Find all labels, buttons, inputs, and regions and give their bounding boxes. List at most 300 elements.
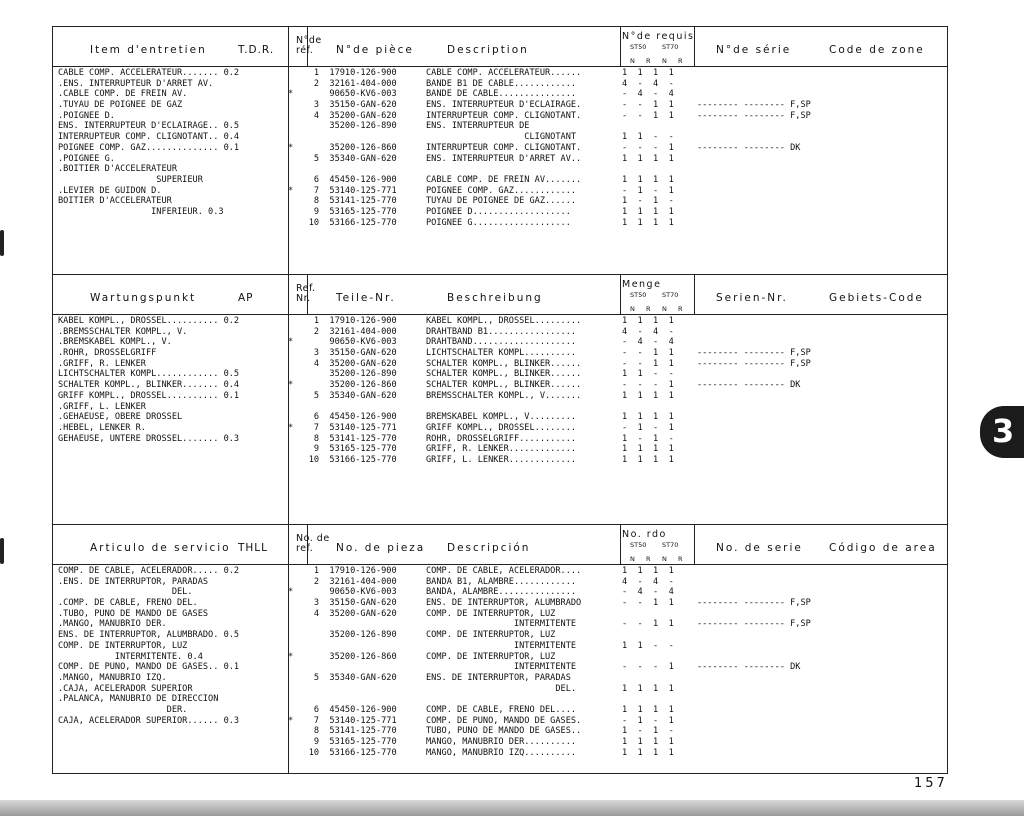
serial-zone-line [697, 207, 937, 218]
item-line: .LEVIER DE GUIDON D. [58, 185, 162, 196]
header-divider [52, 314, 948, 315]
item-line: .PALANCA, MANUBRIO DE DIRECCION [58, 694, 219, 705]
quantity-line [622, 673, 692, 684]
description-column [426, 68, 626, 228]
description-line: ROHR, DROSSELGRIFF........... [426, 433, 577, 444]
part-number-line: 2 32161-404-000 [288, 78, 397, 89]
description-line: MANGO, MANUBRIO IZQ.......... [426, 747, 577, 758]
description-line: CABLE COMP. DE FREIN AV....... [426, 174, 582, 185]
quantity-line: 1 1 1 1 [622, 444, 674, 455]
serial-zone-line [697, 587, 937, 598]
description-line [426, 164, 626, 175]
quantity-line: 1 1 1 1 [622, 153, 674, 164]
quantity-column [622, 566, 692, 758]
quantity-line: 1 1 1 1 [622, 683, 674, 694]
serial-zone-line [697, 412, 937, 423]
serial-zone-line [697, 121, 937, 132]
serial-zone-line [697, 609, 937, 620]
serial-zone-line [697, 327, 937, 338]
description-line: POIGNEE G................... [426, 217, 571, 228]
type-1: R [646, 305, 651, 313]
part-number-line [288, 164, 356, 175]
section-german [52, 274, 948, 524]
part-number-line: 35200-126-890 [288, 630, 397, 641]
quantity-line: - - - 1 [622, 662, 674, 673]
item-column [58, 68, 286, 218]
item-line: .TUBO, PUNO DE MANDO DE GASES [58, 608, 209, 619]
header-divider [52, 564, 948, 565]
description-line: INTERRUPTEUR COMP. CLIGNOTANT. [426, 142, 582, 153]
part-number-line: 10 53166-125-770 [288, 454, 397, 465]
part-number-line: * 7 53140-125-771 [288, 422, 397, 433]
type-3: R [678, 555, 683, 563]
page-number: 157 [914, 776, 948, 791]
part-number-line: 3 35150-GAN-620 [288, 598, 397, 609]
item-line: .ENS. DE INTERRUPTOR, PARADAS [58, 576, 209, 587]
header-item: Articulo de servicio [90, 542, 231, 554]
quantity-line [622, 164, 692, 175]
quantity-line: 1 - 1 - [622, 726, 674, 737]
quantity-line: - - 1 1 [622, 619, 674, 630]
description-line: SCHALTER KOMPL., BLINKER...... [426, 358, 582, 369]
quantity-line [622, 121, 692, 132]
description-line: INTERMITENTE [426, 640, 577, 651]
section-spanish [52, 524, 948, 774]
description-line: INTERMITENTE [426, 619, 577, 630]
serial-zone-line [697, 196, 937, 207]
part-number-line: * 90650-KV6-003 [288, 89, 397, 100]
description-line: SCHALTER KOMPL., BLINKER...... [426, 380, 582, 391]
serial-zone-line [697, 423, 937, 434]
part-number-line: * 7 53140-125-771 [288, 715, 397, 726]
type-0: N [630, 305, 635, 313]
item-line: KABEL KOMPL., DROSSEL.......... 0.2 [58, 316, 240, 326]
item-column [58, 566, 286, 726]
item-line: ENS. DE INTERRUPTOR, ALUMBRADO. 0.5 [58, 630, 240, 641]
part-number-line [288, 641, 356, 652]
part-number-column [288, 566, 397, 758]
quantity-line: 4 - 4 - [622, 576, 674, 587]
serial-zone-line [697, 737, 937, 748]
header-tdr: T.D.R. [238, 44, 275, 56]
item-line: .POIGNEE G. [58, 153, 115, 164]
quantity-line: 1 1 1 1 [622, 316, 674, 326]
quantity-line: - - - 1 [622, 142, 674, 153]
header-ref: Ref. Nr. [296, 283, 316, 304]
quantity-line: 1 1 - - [622, 132, 674, 143]
item-line: .GRIFF, R. LENKER [58, 358, 146, 369]
type-3: R [678, 57, 683, 65]
type-0: N [630, 57, 635, 65]
column-divider-desc [620, 524, 621, 564]
model-st70: ST70 [662, 541, 679, 549]
column-divider-serial [694, 274, 695, 314]
type-2: N [662, 305, 667, 313]
serial-zone-line: -------- -------- F,SP [697, 358, 811, 369]
part-number-line: 9 53165-125-770 [288, 444, 397, 455]
item-column [58, 316, 286, 444]
item-line: .ROHR, DROSSELGRIFF [58, 348, 157, 359]
header-part: No. de pieza [336, 542, 426, 554]
part-number-line: 8 53141-125-770 [288, 433, 397, 444]
item-line: .COMP. DE CABLE, FRENO DEL. [58, 598, 198, 609]
quantity-line: - 1 - 1 [622, 185, 674, 196]
quantity-line: 4 - 4 - [622, 326, 674, 337]
header-part: N°de pièce [336, 44, 414, 56]
part-number-line [288, 402, 356, 413]
quantity-line: 1 1 - - [622, 369, 674, 380]
quantity-line: 1 1 1 1 [622, 704, 674, 715]
serial-zone-line [697, 652, 937, 663]
description-line [426, 402, 626, 413]
part-number-line: 1 17910-126-900 [288, 316, 397, 326]
part-number-line: 3 35150-GAN-620 [288, 100, 397, 111]
column-divider-desc [620, 274, 621, 314]
type-1: R [646, 57, 651, 65]
item-line: COMP. DE PUNO, MANDO DE GASES.. 0.1 [58, 662, 240, 673]
quantity-line: 1 1 1 1 [622, 737, 674, 747]
item-line: SUPERIEUR [58, 174, 203, 185]
description-column [426, 566, 626, 758]
part-number-line [288, 619, 356, 630]
item-line: INFERIEUR. 0.3 [58, 206, 224, 217]
quantity-line: 1 1 1 1 [622, 390, 674, 401]
item-line: BOITIER D'ACCELERATEUR [58, 196, 172, 207]
description-line: BREMSKABEL KOMPL., V......... [426, 412, 577, 423]
description-line: POIGNEE D................... [426, 206, 571, 217]
serial-zone-line [697, 694, 937, 705]
header-part: Teile-Nr. [336, 292, 396, 304]
item-line: POIGNEE COMP. GAZ.............. 0.1 [58, 142, 240, 153]
quantity-column [622, 316, 692, 466]
serial-zone-line: -------- -------- F,SP [697, 348, 811, 359]
serial-zone-line [697, 705, 937, 716]
serial-zone-line [697, 154, 937, 165]
part-number-line: 1 17910-126-900 [288, 566, 397, 576]
description-line: COMP. DE INTERRUPTOR, LUZ [426, 630, 556, 641]
item-line: LICHTSCHALTER KOMPL............ 0.5 [58, 369, 240, 380]
header-qty: N°de requis [622, 31, 695, 42]
quantity-line: - - 1 1 [622, 598, 674, 609]
item-line: CABLE COMP. ACCELERATEUR....... 0.2 [58, 68, 240, 78]
serial-zone-line [697, 164, 937, 175]
part-number-line: * 35200-126-860 [288, 651, 397, 662]
item-line: .CABLE COMP. DE FREIN AV. [58, 89, 188, 100]
description-line: CABLE COMP. ACCELERATEUR...... [426, 68, 582, 78]
description-line: KABEL KOMPL., DROSSEL......... [426, 316, 582, 326]
item-line: .GEHAEUSE, OBERE DROSSEL [58, 412, 183, 423]
serial-zone-line [697, 68, 937, 79]
chapter-tab-label: 3 [992, 412, 1015, 450]
item-line: .BOITIER D'ACCELERATEUR [58, 164, 177, 175]
quantity-line: - - 1 1 [622, 348, 674, 359]
item-line: .ENS. INTERRUPTEUR D'ARRET AV. [58, 78, 214, 89]
header-desc: Description [447, 44, 529, 56]
serial-zone-line [697, 630, 937, 641]
type-3: R [678, 305, 683, 313]
description-line: ENS. INTERRUPTEUR D'ARRET AV.. [426, 153, 582, 164]
quantity-line: - 4 - 4 [622, 587, 674, 598]
description-line: POIGNEE COMP. GAZ............ [426, 185, 577, 196]
serial-zone-line: -------- -------- DK [697, 142, 801, 153]
serial-zone-line [697, 316, 937, 327]
serial-zone-line [697, 748, 937, 759]
quantity-line: 1 1 1 1 [622, 566, 674, 576]
serial-zone-line [697, 577, 937, 588]
part-number-line: 2 32161-404-000 [288, 576, 397, 587]
type-2: N [662, 555, 667, 563]
item-line: SCHALTER KOMPL., BLINKER....... 0.4 [58, 380, 240, 391]
serial-zone-column [697, 316, 937, 466]
part-number-column [288, 68, 397, 228]
serial-zone-line: -------- -------- DK [697, 662, 801, 673]
item-line: .POIGNEE D. [58, 110, 115, 121]
description-line: CLIGNOTANT [426, 132, 577, 143]
item-line: .BREMSSCHALTER KOMPL., V. [58, 326, 188, 337]
description-line: COMP. DE CABLE, ACELERADOR.... [426, 566, 582, 576]
part-number-line: 8 53141-125-770 [288, 726, 397, 737]
part-number-line: 10 53166-125-770 [288, 217, 397, 228]
header-qty: Menge [622, 279, 662, 290]
part-number-line [288, 694, 356, 705]
description-line: BANDA B1, ALAMBRE............ [426, 576, 577, 587]
quantity-line: - - 1 1 [622, 100, 674, 111]
quantity-line: 1 - 1 - [622, 433, 674, 444]
header-serial: Serien-Nr. [716, 292, 788, 304]
part-number-line: 4 35200-GAN-620 [288, 358, 397, 369]
header-zone: Gebiets-Code [829, 292, 924, 304]
serial-zone-line [697, 337, 937, 348]
item-line: COMP. DE CABLE, ACELERADOR..... 0.2 [58, 566, 240, 576]
type-0: N [630, 555, 635, 563]
item-line: GEHAEUSE, UNTERE DROSSEL....... 0.3 [58, 433, 240, 444]
item-line: ENS. INTERRUPTEUR D'ECLAIRAGE.. 0.5 [58, 121, 240, 132]
part-number-line: 6 45450-126-900 [288, 412, 397, 423]
header-zone: Código de area [829, 542, 937, 554]
quantity-line: 1 1 1 1 [622, 68, 674, 78]
part-number-line: * 35200-126-860 [288, 380, 397, 391]
part-number-line: 9 53165-125-770 [288, 737, 397, 747]
serial-zone-line [697, 89, 937, 100]
description-line: BANDE DE CABLE............... [426, 89, 577, 100]
column-divider-desc [620, 26, 621, 66]
header-zone: Code de zone [829, 44, 925, 56]
part-number-line: 6 45450-126-900 [288, 704, 397, 715]
part-number-line: 9 53165-125-770 [288, 206, 397, 217]
serial-zone-line [697, 218, 937, 229]
serial-zone-line [697, 402, 937, 413]
part-number-line: 2 32161-404-000 [288, 326, 397, 337]
item-line: .TUYAU DE POIGNEE DE GAZ [58, 100, 183, 111]
description-line: COMP. DE INTERRUPTOR, LUZ [426, 608, 556, 619]
description-line: COMP. DE CABLE, FRENO DEL.... [426, 704, 577, 715]
description-line: GRIFF, L. LENKER............. [426, 454, 577, 465]
part-number-line: * 7 53140-125-771 [288, 185, 397, 196]
description-line: BANDA, ALAMBRE............... [426, 587, 577, 598]
description-line: INTERMITENTE [426, 662, 577, 673]
model-st50: ST50 [630, 43, 647, 51]
header-ref: N°de réf. [296, 35, 322, 56]
description-line: DRAHTBAND B1................. [426, 326, 577, 337]
description-line: ENS. DE INTERRUPTOR, ALUMBRADO [426, 598, 582, 609]
header-serial: No. de serie [716, 542, 803, 554]
quantity-line: - - 1 1 [622, 110, 674, 121]
binder-mark-bottom [0, 538, 4, 564]
header-divider [52, 66, 948, 67]
quantity-line [622, 652, 692, 663]
header-serial: N°de série [716, 44, 792, 56]
item-line: .CAJA, ACELERADOR SUPERIOR [58, 683, 193, 694]
description-line: GRIFF, R. LENKER............. [426, 444, 577, 455]
serial-zone-line: -------- -------- F,SP [697, 619, 811, 630]
description-line [426, 694, 626, 705]
serial-zone-line [697, 444, 937, 455]
serial-zone-line [697, 684, 937, 695]
serial-zone-line [697, 726, 937, 737]
item-line: DER. [58, 704, 188, 715]
part-number-line: * 90650-KV6-003 [288, 587, 397, 598]
description-line: GRIFF KOMPL., DROSSEL........ [426, 422, 577, 433]
serial-zone-line [697, 455, 937, 466]
quantity-line: 1 1 1 1 [622, 412, 674, 423]
part-number-line [288, 132, 356, 143]
serial-zone-column [697, 68, 937, 228]
part-number-line: 4 35200-GAN-620 [288, 110, 397, 121]
header-tdr: AP [238, 292, 254, 304]
quantity-line: - 4 - 4 [622, 89, 674, 100]
description-line: LICHTSCHALTER KOMPL.......... [426, 348, 577, 359]
part-number-line: 5 35340-GAN-620 [288, 390, 397, 401]
section-french [52, 26, 948, 274]
model-st50: ST50 [630, 541, 647, 549]
serial-zone-line [697, 186, 937, 197]
description-line: ENS. INTERRUPTEUR DE [426, 121, 530, 132]
description-line: BANDE B1 DE CABLE............ [426, 78, 577, 89]
binder-mark-top [0, 230, 4, 256]
quantity-line: 1 - 1 - [622, 196, 674, 207]
item-line: .HEBEL, LENKER R. [58, 422, 146, 433]
quantity-line: 1 1 1 1 [622, 206, 674, 217]
part-number-line [288, 662, 356, 673]
part-number-line: 3 35150-GAN-620 [288, 348, 397, 359]
quantity-line [622, 402, 692, 413]
type-1: R [646, 555, 651, 563]
description-line: SCHALTER KOMPL., BLINKER...... [426, 369, 582, 380]
part-number-line: 5 35340-GAN-620 [288, 153, 397, 164]
serial-zone-line: -------- -------- F,SP [697, 100, 811, 111]
quantity-line: 1 1 1 1 [622, 454, 674, 465]
serial-zone-line [697, 434, 937, 445]
item-line: DEL. [58, 587, 193, 598]
description-line: COMP. DE PUNO, MANDO DE GASES. [426, 715, 582, 726]
part-number-line: 5 35340-GAN-620 [288, 672, 397, 683]
description-line: TUBO, PUNO DE MANDO DE GASES.. [426, 726, 582, 737]
header-tdr: THLL [238, 542, 269, 554]
quantity-line: 1 1 1 1 [622, 174, 674, 185]
quantity-line: - 4 - 4 [622, 337, 674, 348]
header-ref: No. de ref. [296, 533, 330, 554]
model-st70: ST70 [662, 291, 679, 299]
description-line: DRAHTBAND.................... [426, 337, 577, 348]
serial-zone-column [697, 566, 937, 758]
description-line: COMP. DE INTERRUPTOR, LUZ [426, 651, 556, 662]
quantity-line [622, 609, 692, 620]
part-number-line: 4 35200-GAN-620 [288, 608, 397, 619]
quantity-line: 1 1 - - [622, 640, 674, 651]
header-item: Item d'entretien [90, 44, 207, 56]
part-number-line: 8 53141-125-770 [288, 196, 397, 207]
quantity-line: - 1 - 1 [622, 715, 674, 726]
item-line: CAJA, ACELERADOR SUPERIOR...... 0.3 [58, 715, 240, 726]
chapter-tab [980, 406, 1024, 458]
part-number-line: 35200-126-890 [288, 121, 397, 132]
description-line: TUYAU DE POIGNEE DE GAZ...... [426, 196, 577, 207]
part-number-line: * 90650-KV6-003 [288, 337, 397, 348]
serial-zone-line [697, 369, 937, 380]
header-item: Wartungspunkt [90, 292, 197, 304]
item-line: INTERMITENTE. 0.4 [58, 651, 203, 662]
quantity-line [622, 630, 692, 641]
description-line: ENS. DE INTERRUPTOR, PARADAS [426, 672, 571, 683]
description-column [426, 316, 626, 466]
quantity-line: 1 1 1 1 [622, 747, 674, 758]
part-number-line: 1 17910-126-900 [288, 68, 397, 78]
serial-zone-line [697, 566, 937, 577]
quantity-line: - - 1 1 [622, 358, 674, 369]
header-qty: No. rdo [622, 529, 667, 540]
model-st70: ST70 [662, 43, 679, 51]
quantity-line: 1 1 1 1 [622, 217, 674, 228]
item-line: .MANGO, MANUBRIO DER. [58, 619, 167, 630]
page-bottom-shadow [0, 800, 1024, 816]
item-line: INTERRUPTEUR COMP. CLIGNOTANT.. 0.4 [58, 132, 240, 143]
item-line: GRIFF KOMPL., DROSSEL.......... 0.1 [58, 390, 240, 401]
serial-zone-line: -------- -------- F,SP [697, 110, 811, 121]
description-line: INTERRUPTEUR COMP. CLIGNOTANT. [426, 110, 582, 121]
part-number-column [288, 316, 397, 466]
item-line: COMP. DE INTERRUPTOR, LUZ [58, 640, 188, 651]
quantity-line [622, 694, 692, 705]
quantity-line: 4 - 4 - [622, 78, 674, 89]
header-desc: Beschreibung [447, 292, 543, 304]
part-number-line: 6 45450-126-900 [288, 174, 397, 185]
item-line: .MANGO, MANUBRIO IZQ. [58, 672, 167, 683]
serial-zone-line [697, 641, 937, 652]
serial-zone-line: -------- -------- F,SP [697, 598, 811, 609]
serial-zone-line: -------- -------- DK [697, 380, 801, 391]
serial-zone-line [697, 716, 937, 727]
type-2: N [662, 57, 667, 65]
item-line: .GRIFF, L. LENKER [58, 401, 146, 412]
serial-zone-line [697, 673, 937, 684]
description-line: DEL. [426, 683, 577, 694]
header-desc: Descripción [447, 542, 531, 554]
serial-zone-line [697, 175, 937, 186]
part-number-line [288, 684, 356, 695]
quantity-column [622, 68, 692, 228]
quantity-line: - - - 1 [622, 380, 674, 391]
column-divider-serial [694, 524, 695, 564]
model-st50: ST50 [630, 291, 647, 299]
part-number-line: 10 53166-125-770 [288, 747, 397, 758]
description-line: MANGO, MANUBRIO DER.......... [426, 737, 577, 747]
serial-zone-line [697, 79, 937, 90]
quantity-line: - 1 - 1 [622, 422, 674, 433]
description-line: BREMSSCHALTER KOMPL., V....... [426, 390, 582, 401]
description-line: ENS. INTERRUPTEUR D'ECLAIRAGE. [426, 100, 582, 111]
item-line: .BREMSKABEL KOMPL., V. [58, 337, 172, 348]
serial-zone-line [697, 391, 937, 402]
